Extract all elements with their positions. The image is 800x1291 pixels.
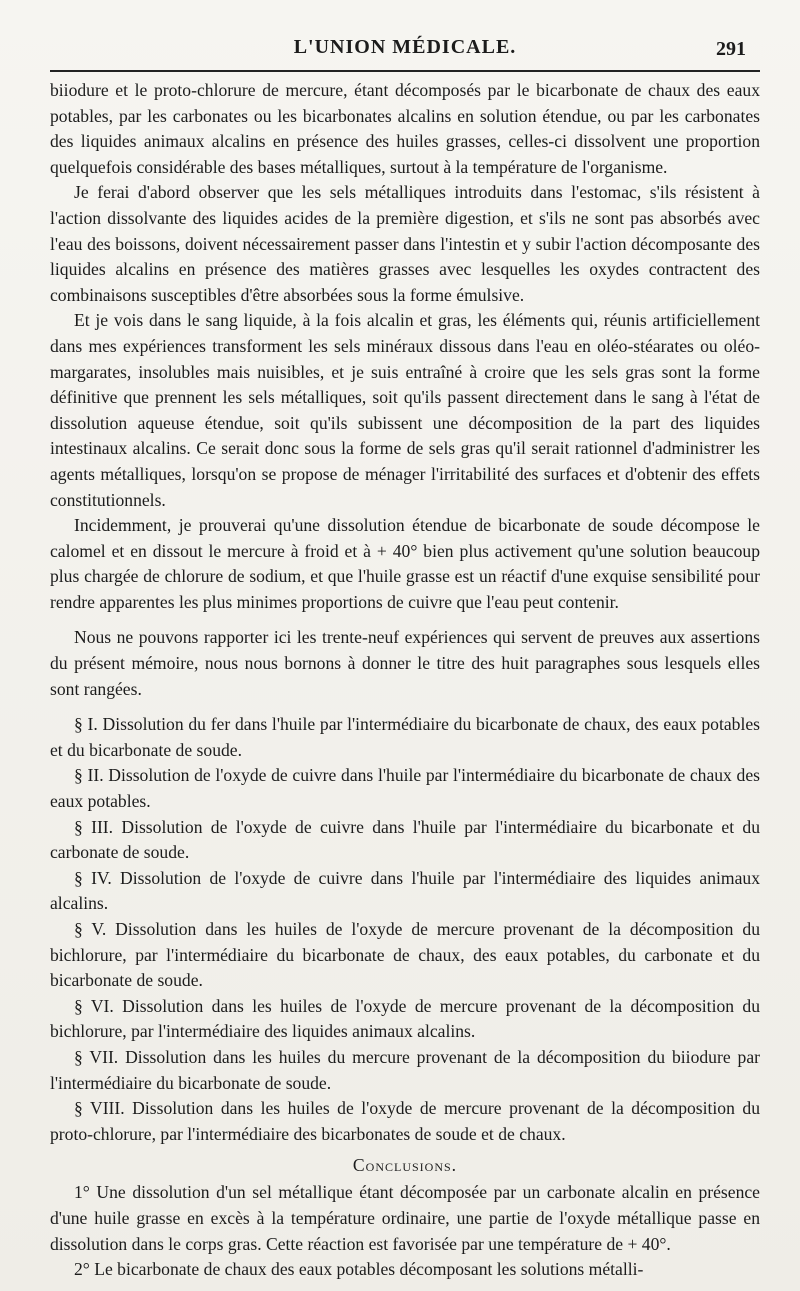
section-title: § I. Dissolution du fer dans l'huile par l'intermédiaire du bicarbonate de chaux, des eaux potables et du bicarbonate de soude. [50, 714, 760, 760]
body-paragraph: Incidemment, je prouverai qu'une dissolution étendue de bicarbonate de soude décompose le calomel et en dissout le mercure à froid et à + 40° bien plus activement qu'une solution beaucoup plus chargée de chlorure de sodium, et que l'huile grasse est un réactif d'une exquise sensibilité pour rendre apparentes les plus minimes proportions de cuivre que l'eau peut contenir. [50, 515, 760, 612]
section-title: § II. Dissolution de l'oxyde de cuivre dans l'huile par l'intermédiaire du bicarbonate de chaux des eaux potables. [50, 765, 760, 812]
body-paragraph: Et je vois dans le sang liquide, à la fois alcalin et gras, les éléments qui, réunis artificiellement dans mes expériences transforment les sels minéraux dissous dans l'eau en oléo-stéarates ou oléo-margarates, insolubles mais nuisibles, et je suis entraîné à croire que les sels gras sont la forme définitive que prennent les sels métalliques, soit qu'ils passent directement dans le sang à l'état de dissolution aqueuse étendue, soit qu'ils subissent une décomposition de la part des liquides intestinaux alcalins. Ce serait donc sous la forme de sels gras qu'il serait rationnel d'administrer les agents métalliques, lorsqu'on se propose de ménager l'irritabilité des surfaces et d'obtenir des effets constitutionnels. [50, 310, 760, 510]
body-paragraph: Je ferai d'abord observer que les sels métalliques introduits dans l'estomac, s'ils résistent à l'action dissolvante des liquides acides de la première digestion, et s'ils ne sont pas absorbés avec l'eau des boissons, doivent nécessairement passer dans l'intestin et y subir l'action décomposante des liquides alcalins en présence des matières grasses avec lesquelles les oxydes contractent des combinaisons susceptibles d'être absorbées sous la forme émulsive. [50, 182, 760, 305]
section-title: § V. Dissolution dans les huiles de l'oxyde de mercure provenant de la décomposition du bichlorure, par l'intermédiaire du bicarbonate de chaux, des eaux potables, du carbonate et du bicarbonate de soude. [50, 919, 760, 991]
body-paragraph: Nous ne pouvons rapporter ici les trente-neuf expériences qui servent de preuves aux assertions du présent mémoire, nous nous bornons à donner le titre des huit paragraphes sous lesquels elles sont rangées. [50, 627, 760, 699]
section-title: § VII. Dissolution dans les huiles du mercure provenant de la décomposition du biiodure par l'intermédiaire du bicarbonate de soude. [50, 1046, 760, 1093]
section-title: § VIII. Dissolution dans les huiles de l'oxyde de mercure provenant de la décomposition du proto-chlorure, par l'intermédiaire des bicarbonates de soude et de chaux. [50, 1098, 760, 1144]
conclusion-item: 2° Le bicarbonate de chaux des eaux potables décomposant les solutions métalli- [74, 1259, 644, 1280]
running-head: L'UNION MÉDICALE. [293, 36, 517, 58]
header-rule [50, 70, 760, 72]
conclusions-heading: Conclusions. [352, 1155, 458, 1176]
section-title: § III. Dissolution de l'oxyde de cuivre dans l'huile par l'intermédiaire du bicarbonate et du carbonate de soude. [50, 816, 760, 863]
page-header [50, 36, 760, 66]
page-number: 291 [716, 38, 746, 60]
section-title: § IV. Dissolution de l'oxyde de cuivre dans l'huile par l'intermédiaire des liquides animaux alcalins. [50, 867, 760, 914]
body-paragraph: biiodure et le proto-chlorure de mercure, étant décomposés par le bicarbonate de chaux des eaux potables, par les carbonates ou les bicarbonates alcalins en solution étendue, ou par les carbonates des liquides animaux alcalins en présence des huiles grasses, celles-ci dissolvent une proportion quelquefois considérable des bases métalliques, surtout à la température de l'organisme. [50, 80, 760, 177]
conclusion-item: 1° Une dissolution d'un sel métallique étant décomposée par un carbonate alcalin en présence d'une huile grasse en excès à la température ordinaire, une partie de l'oxyde métallique passe en dissolution dans le corps gras. Cette réaction est favorisée par une température de + 40°. [50, 1182, 760, 1254]
section-title: § VI. Dissolution dans les huiles de l'oxyde de mercure provenant de la décomposition du bichlorure, par l'intermédiaire des liquides animaux alcalins. [50, 995, 760, 1042]
